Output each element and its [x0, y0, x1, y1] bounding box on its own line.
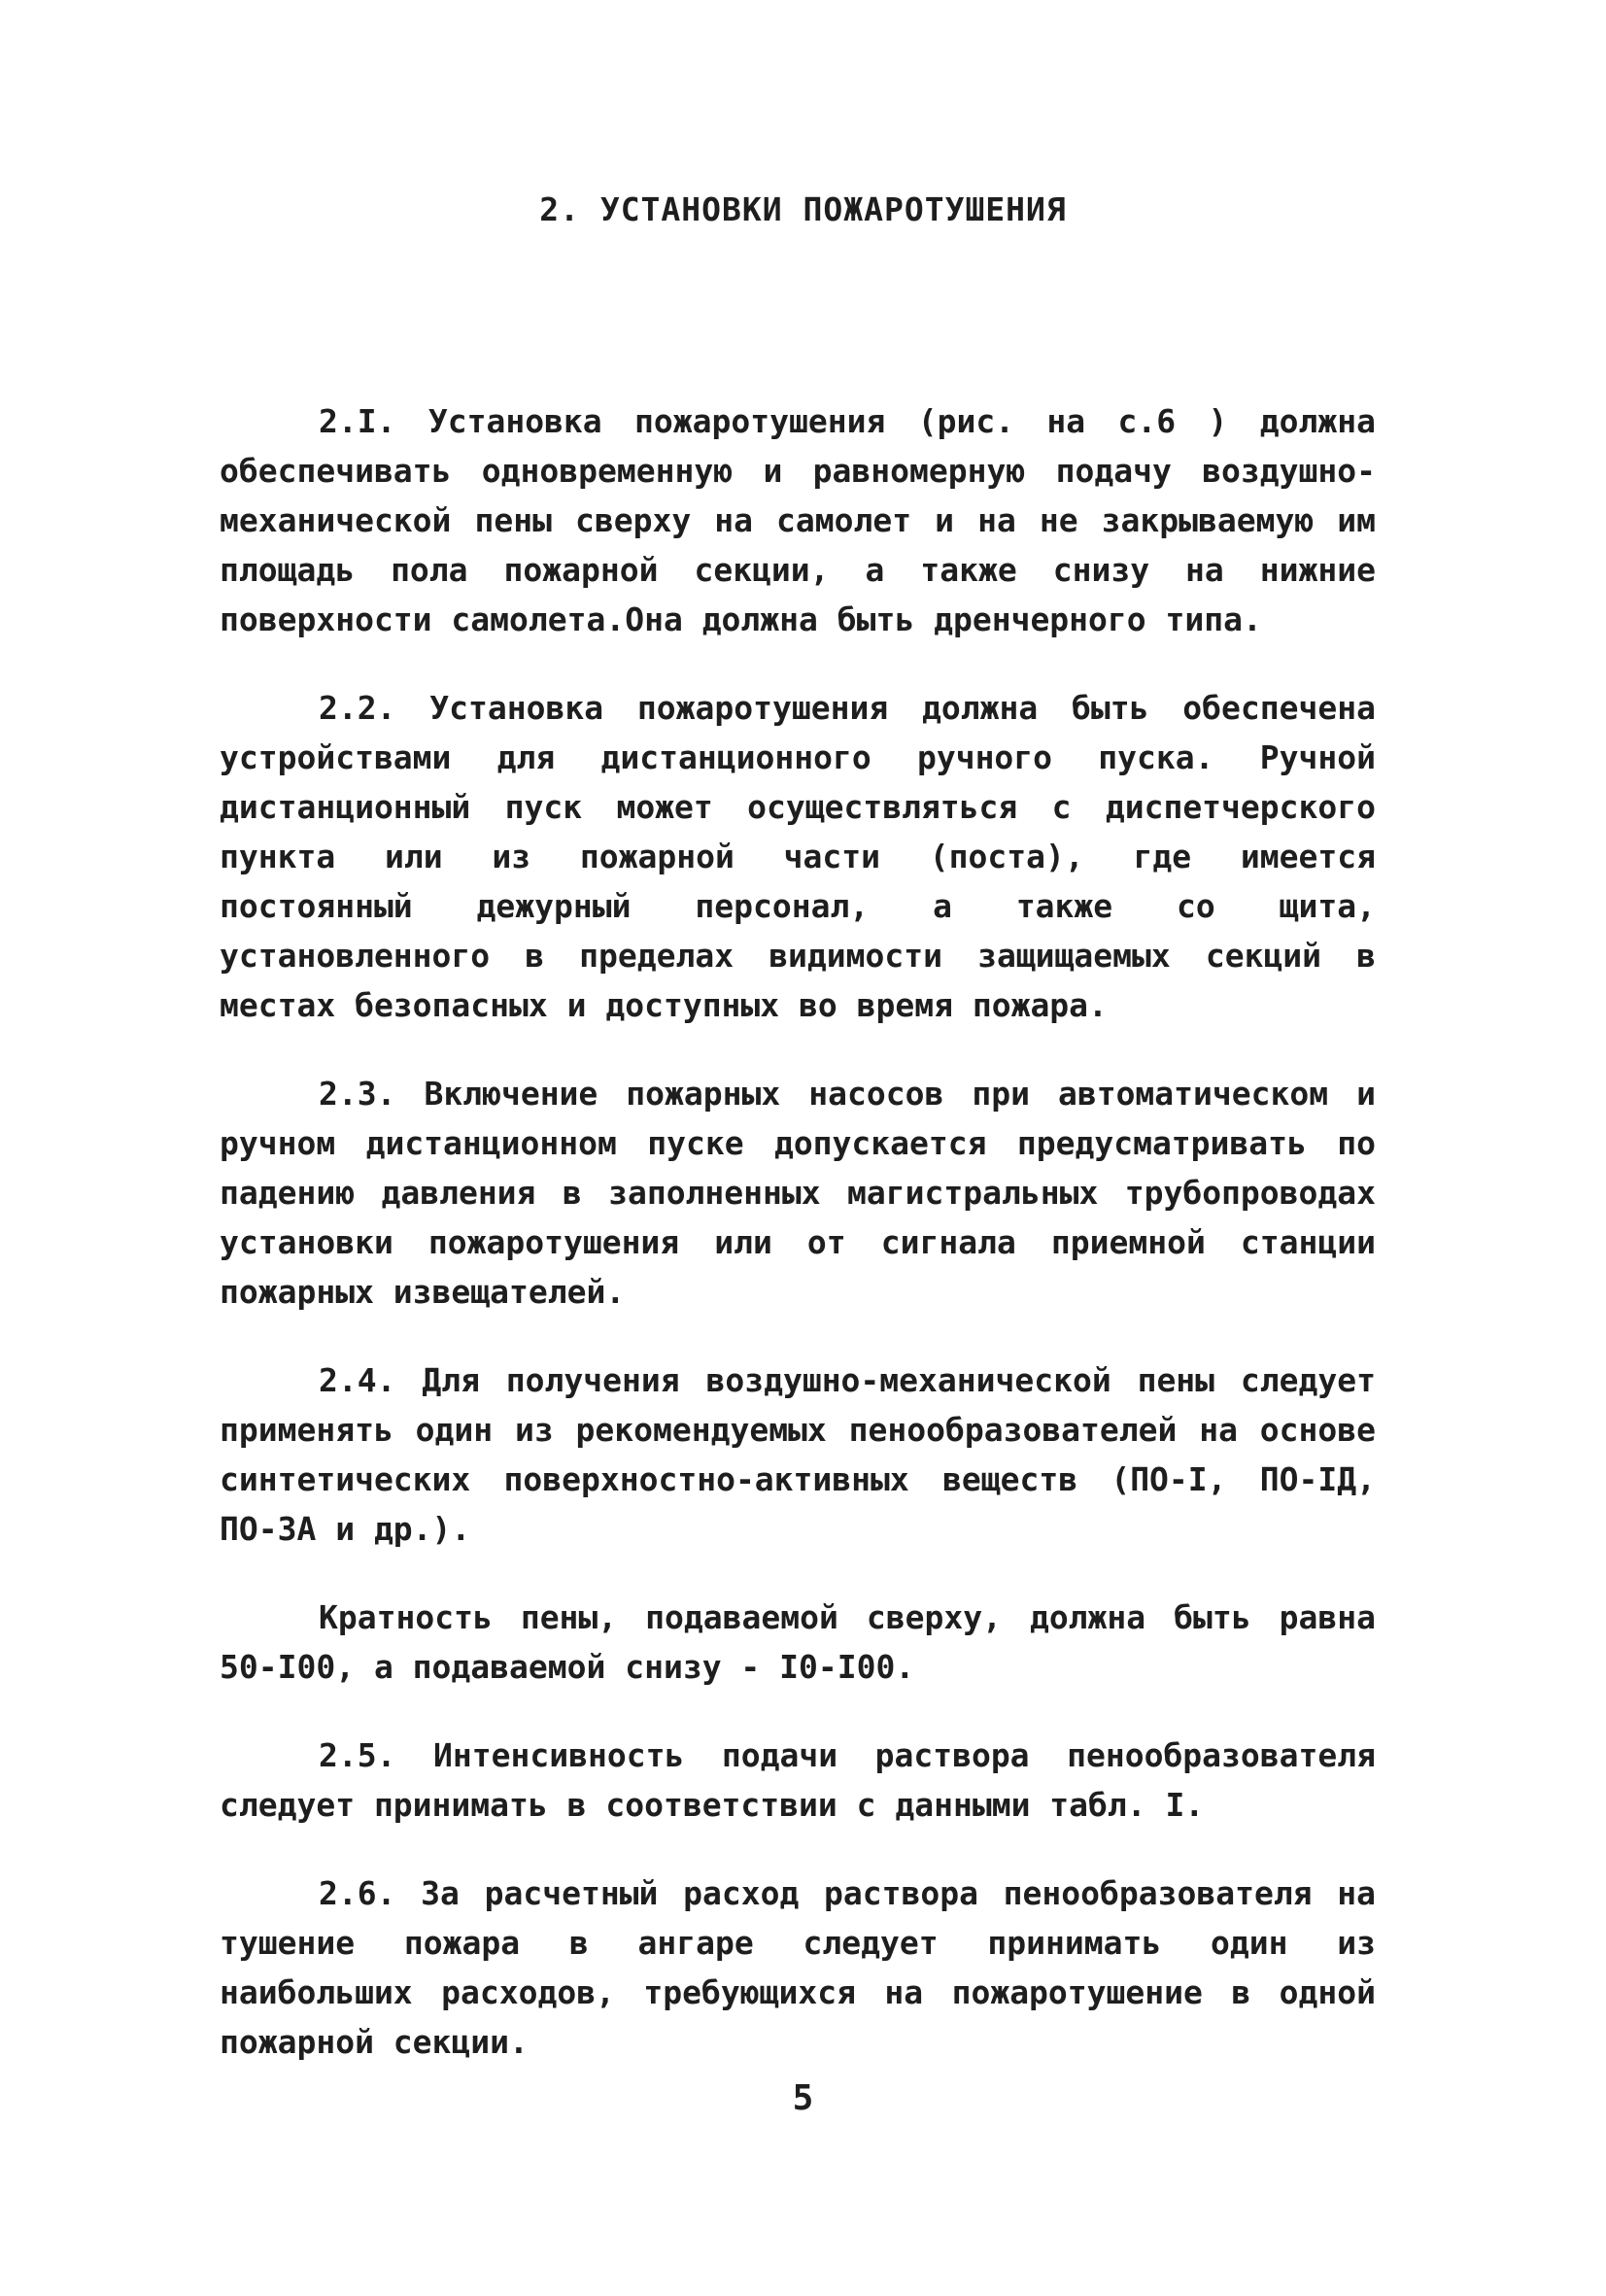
page-number: 5 — [792, 2078, 814, 2118]
paragraph-2-2: 2.2. Установка пожаротушения должна быть обеспечена устройствами для дистанционного ручного пуска. Ручной дистанционный пуск может осуществляться с диспетчерского пункта или из пожарной части (поста), где имеется постоянный дежурный персонал, а также со щита, установленного в пределах видимости защищаемых секций в местах безопасных и доступных во время пожара. — [220, 689, 1376, 1024]
section-heading: 2. УСТАНОВКИ ПОЖАРОТУШЕНИЯ — [539, 190, 1067, 228]
paragraph-2-4: 2.4. Для получения воздушно-механической пены следует применять один из рекомендуемых пенообразователей на основе синтетических поверхностно-активных веществ (ПО-I, ПО-IД, ПО-3А и др.). — [220, 1361, 1376, 1548]
paragraph-2-1: 2.I. Установка пожаротушения (рис. на с.6 ) должна обеспечивать одновременную и равномерную подачу воздушно-механической пены сверху на самолет и на не закрываемую им площадь пола пожарной секции, а также снизу на нижние поверхности самолета.Она должна быть дренчерного типа. — [220, 402, 1376, 638]
paragraph-2-5: 2.5. Интенсивность подачи раствора пенообразователя следует принимать в соответствии с данными табл. I. — [220, 1736, 1376, 1824]
paragraph-2-6: 2.6. За расчетный расход раствора пенообразователя на тушение пожара в ангаре следует принимать один из наибольших расходов, требующихся на пожаротушение в одной пожарной секции. — [220, 1874, 1376, 2061]
paragraph-foam-ratio: Кратность пены, подаваемой сверху, должна быть равна 50-I00, а подаваемой снизу - I0-I00. — [220, 1598, 1376, 1686]
document-body — [220, 396, 1376, 2106]
paragraph-2-3: 2.3. Включение пожарных насосов при автоматическом и ручном дистанционном пуске допускается предусматривать по падению давления в заполненных магистральных трубопроводах установки пожаротушения или от сигнала приемной станции пожарных извещателей. — [220, 1075, 1376, 1311]
